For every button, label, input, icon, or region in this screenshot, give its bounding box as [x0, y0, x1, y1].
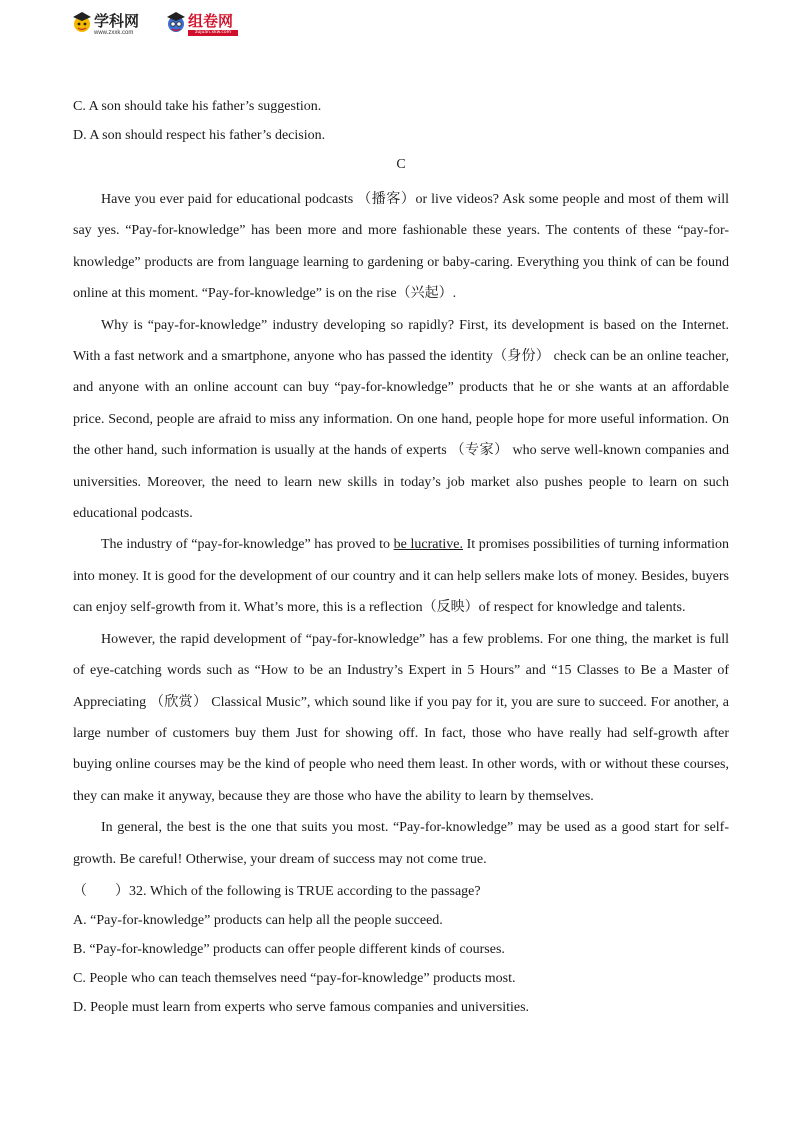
zxxk-logo-text: 学科网: [94, 12, 140, 30]
passage-paragraph-3: [73, 529, 729, 623]
previous-option-d: D. A son should respect his father’s decision.: [73, 128, 326, 143]
option-c: C. People who can teach themselves need “pay-for-knowledge” products most.: [73, 970, 516, 986]
zxxk-logo[interactable]: [72, 10, 139, 38]
zujuan-logo-banner: zujuan.xkw.com: [188, 30, 238, 36]
passage-paragraph-1: Have you ever paid for educational podcasts （播客）or live videos? Ask some people and most of them will say yes. “Pay-for-knowledge” has been more and more fashionable these years. The contents of these “pay-for-knowledge” products are from language learning to gardening or baby-caring. Everything you think of can be found online at this moment. “Pay-for-knowledge” is on the rise（兴起）.: [73, 192, 729, 302]
passage-paragraph-5: In general, the best is the one that suits you most. “Pay-for-knowledge” may be used as a good start for self-growth. Be careful! Otherwise, your dream of success may not come true.: [73, 820, 729, 867]
paragraph-3-rest: It promises possibilities of turning information into money. It is good for the development of our country and it can help sellers make lots of money. Besides, buyers can enjoy self-growth from it. What’s more, this is a reflection（反映）of respect for knowledge and talents.: [73, 537, 730, 616]
student-mascot-icon: [166, 10, 186, 38]
section-label: C: [396, 157, 406, 172]
option-d: D. People must learn from experts who serve famous companies and universities.: [73, 999, 530, 1015]
underlined-phrase: be lucrative.: [393, 537, 463, 553]
zujuan-logo[interactable]: [166, 10, 233, 38]
document-body: [73, 97, 729, 1027]
passage-paragraph-2: Why is “pay-for-knowledge” industry developing so rapidly? First, its development is based on the Internet. With a fast network and a smartphone, anyone who has passed the identity（身份） check can be an online teacher, and anyone with an online account can buy “pay-for-knowledge” products that he or she wants at an affordable price. Second, people are afraid to miss any information. On one hand, people hope for more useful information. On the other hand, such information is usually at the hands of experts （专家） who serve well-known companies and universities. Moreover, the need to learn new skills in today’s job market also pushes people to learn on such educational podcasts.: [73, 317, 729, 522]
zxxk-logo-url: www.zxxk.com: [94, 30, 134, 36]
question-stem: （ ）32. Which of the following is TRUE according to the passage?: [73, 883, 481, 899]
graduate-mascot-icon: [72, 10, 92, 38]
page-header: [72, 10, 272, 44]
zujuan-logo-text: 组卷网: [188, 12, 234, 30]
option-b: B. “Pay-for-knowledge” products can offer people different kinds of courses.: [73, 941, 505, 957]
previous-option-c: C. A son should take his father’s suggestion.: [73, 99, 322, 114]
paragraph-3-lead: The industry of “pay-for-knowledge” has proved to: [101, 537, 394, 553]
passage-paragraph-4: However, the rapid development of “pay-for-knowledge” has a few problems. For one thing, the market is full of eye-catching words such as “How to be an Industry’s Expert in 5 Hours” and “15 Classes to Be a Master of Appreciating （欣赏） Classical Music”, which sound like if you pay for it, you are sure to succeed. For another, a large number of customers buy them Just for showing off. In fact, those who have really had self-growth after buying online courses may be the kind of people who need them least. In other words, with or without these courses, they can make it anyway, because they are those who have the ability to learn by themselves.: [73, 631, 729, 804]
option-a: A. “Pay-for-knowledge” products can help all the people succeed.: [73, 912, 443, 928]
